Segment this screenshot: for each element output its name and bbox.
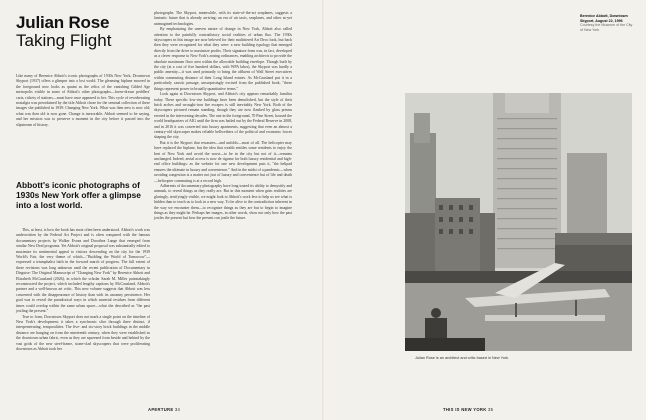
right-folio <box>443 407 493 412</box>
pull-quote: Abbott's iconic photographs of 1930s New York offer a glimpse into a lost world. <box>16 180 141 210</box>
photo-illustration <box>405 93 632 351</box>
caption-credit: Courtesy the Museum of the City of New York <box>580 23 633 32</box>
caption-title: Berenice Abbott, Downtown Skyport, August 22, 1996 <box>580 14 628 23</box>
author-bio: Julian Rose is an architect and critic based in New York. <box>415 356 510 360</box>
intro-paragraph: Like many of Berenice Abbott's iconic photographs of 1930s New York, Downtown Skyport (1937) offers a glimpse into a lost world. The gleaming biplane moored in the foreground now looks as quaint as the relics of the vanishing Gilded Age metropolis visible in some of Abbott's other photographs—horse-drawn peddlers' carts, rickety el stations—must have once appeared to her. This cycle of reverberating nostalgia was preordained by the title Abbott chose for the seminal collection of these images she published in 1939: Changing New York. What was then new is now old; what was then old is now gone. Change is inexorable, Abbott seemed to be saying, and her mission was to preserve a moment in the city before it passed into the slipstream of history. <box>16 74 150 127</box>
body-column-2 <box>154 11 292 222</box>
body-paragraph: This, at least, is how the book has most often been understood. Abbott's work was underwritten by the Federal Art Project and is often compared with the famous documentary projects by Walker Evans and Dorothea Lange that emerged from similar New Deal programs. Yet Abbott's original proposal was substantially edited to maximize its sentimental appeal to visitors descending on the city for the 1939 World's Fair, the very theme of which—"Building the World of Tomorrow"—expressed a triumphalist faith in the forward march of progress. The full extent of these revisions was long unknown until the recent publication of Documentary in Disguise: The Original Manuscript of "Changing New York" by Berenice Abbott and Elizabeth McCausland (2026), in which the scholar Sarah M. Miller painstakingly reconstructed the project, which included lengthy captions by McCausland, Abbott's partner and a well-known art critic. This new volume suggests that Abbott was less concerned with the disappearance of history than with its uncanny persistence. Her goal was to reveal the paradoxical ways in which material residues from different times could overlap within the same urban space—what she described as "the past jostling the present." <box>16 228 150 314</box>
folio-magazine: APERTURE <box>148 407 174 412</box>
body-paragraph: True to form, Downtown Skyport does not mark a single point on the timeline of New York's development; it takes a synchronic slice through three distinct, if interpenetrating, temporalities. The five- and six-story brick buildings in the middle distance are hanging on from the nineteenth century, when they were established as the downtown urban fabric, even as they are squeezed from beside and behind by the vast grids of the new steel-frame, stone-clad skyscrapers that were proliferating downtown as Abbott took her <box>16 314 150 351</box>
body-paragraph: By emphasizing the uneven nature of change in New York, Abbott also called attention to the painfully contradictory social realities of urban flux. The 1930s skyscrapers in this image are now beloved for their multitiered Art Deco look, but back then they were recognized for what they were: a new building typology that emerged directly from the drive to maximize profits. Their signature form was, in fact, developed as a clever response to New York's zoning ordinances, enabling architects to provide the absolute maximum floor area within the allowable building envelope. Though built by the city (at a cost of five hundred dollars, with WPA labor), the Skyport was hardly a public amenity—it was used primarily to bring the affluent of Wall Street executives within commuting distance of their Long Island estates. As McCausland put it in a particularly caustic passage, unsurprisingly excised from the published book, "these things represent power in brutally quantitative terms." <box>154 27 292 91</box>
folio-page-number: 34 <box>174 407 181 412</box>
body-column-1 <box>16 228 150 352</box>
folio-section: THIS IS NEW YORK <box>443 407 487 412</box>
folio-page-number: 35 <box>488 407 494 412</box>
body-paragraph: photographs. The Skyport, meanwhile, with its state-of-the-art seaplanes, suggests a fantastic future that is already arriving: an era of air taxis, seaplanes, and other as-yet unimagined technologies. <box>154 11 292 26</box>
body-paragraph: Adherents of documentary photography have long touted its ability to demystify and unmask, to reveal things as they really are. But in this moment when grim realities are glaringly, terrifyingly visible, we might look to Abbott's work less to help us see what is hidden than to teach us to look in a new way. To be alive to the contradiction inherent in the way we encounter them—to recognize things as they are but to begin to imagine things as they might be. Perhaps her images, in other words, show not only how the past jostles the present but how the present can jostle the future. <box>154 184 292 221</box>
page-gutter <box>322 0 324 420</box>
article-author: Julian Rose <box>16 13 110 32</box>
body-paragraph: Look again at Downtown Skyport, and Abbott's city appears remarkably familiar today. These specific low-rise buildings have been demolished, but the style of their brick arches and wrought-iron fire escapes is still inevitably New York. Both of the skyscrapers pictured remain standing, though they are now flanked by glass prisms erected in the intervening decades. The one in the foreground, 70 Pine Street, housed the world headquarters of AIG until the firm was bailed out by the Federal Reserve in 2008, and in 2016 it was converted into luxury apartments, suggesting that even an almost a century-old skyscraper makes reliable bellwethers of the political and economic forces shaping the city. <box>154 92 292 140</box>
body-paragraph: But it is the Skyport that resonates—and unfolds—most of all. The helicopter may have replaced the biplane, but the idea that wealth entitles some residents to enjoy the best of New York and avoid the worst—to be in the city but not of it—remains unchanged. Indeed, aerial access is now de rigueur for both luxury residential and high-end office buildings: as the website for one new development puts it, "the helipad ensures the ultimate in luxury and convenience." And in the midst of a pandemic—when avoiding congestion is a matter not just of luxury and convenience but of life and death—helicopter commuting is at a record high. <box>154 140 292 183</box>
photo-credit-caption <box>580 14 634 32</box>
intro-column <box>16 74 150 128</box>
left-folio <box>148 407 180 412</box>
downtown-skyport-photo <box>405 93 632 351</box>
article-title: Taking Flight <box>16 31 112 50</box>
